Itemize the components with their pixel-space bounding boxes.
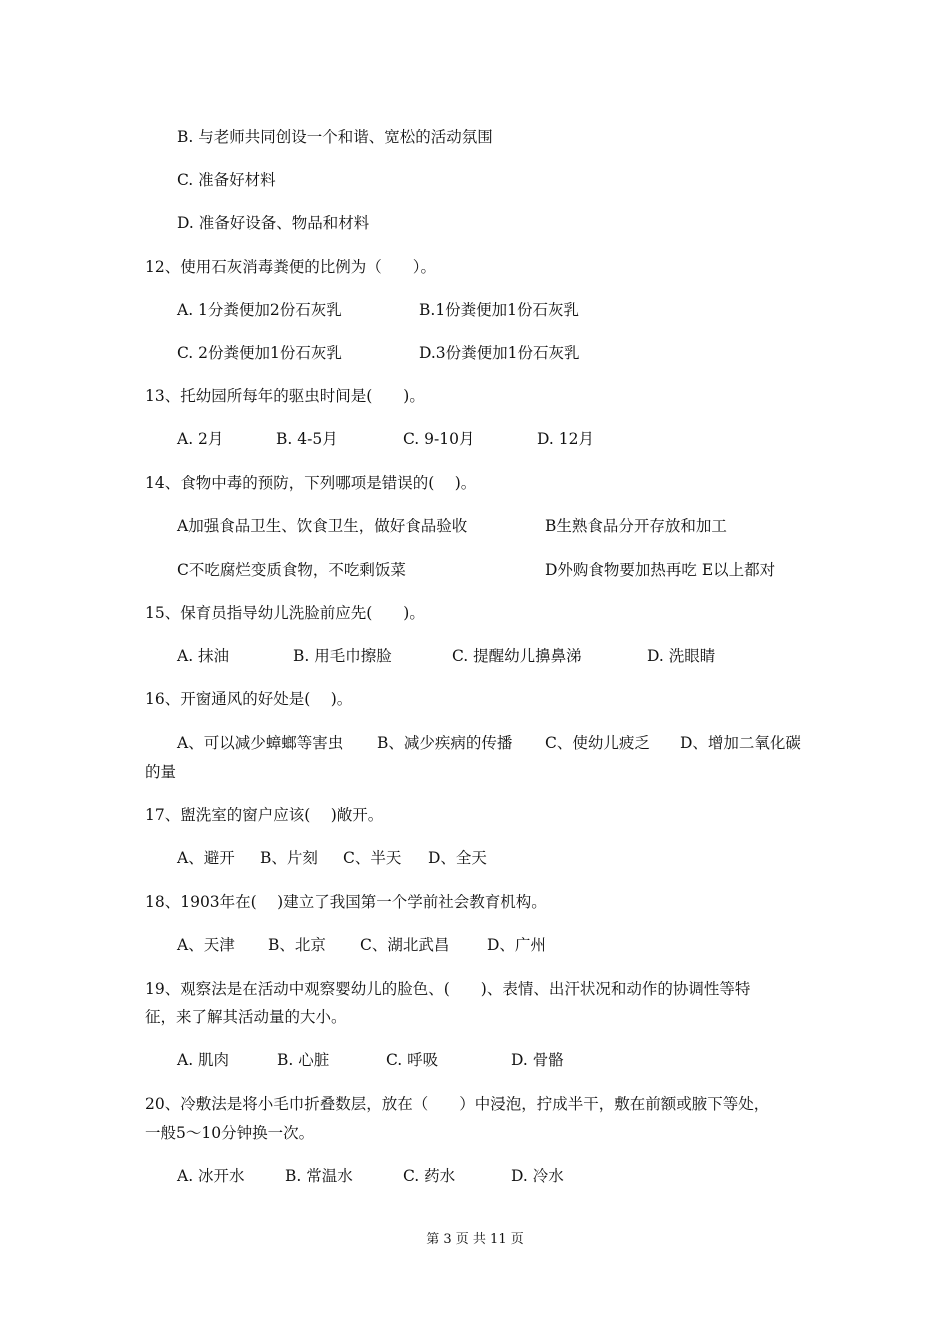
option-o12a-1: B.1份粪便加1份石灰乳 xyxy=(419,301,580,319)
option-o13-2: C. 9-10月 xyxy=(403,430,475,448)
option-o14a-1: B生熟食品分开存放和加工 xyxy=(545,517,727,535)
option-o20-2: C. 药水 xyxy=(403,1167,456,1185)
option-o13-0: A. 2月 xyxy=(177,430,224,448)
option-o14b-0: C不吃腐烂变质食物，不吃剩饭菜 xyxy=(177,561,406,579)
option-o19-1: B. 心脏 xyxy=(277,1051,330,1069)
option-o17-2: C、半天 xyxy=(343,849,402,867)
question-q13-0: 13、托幼园所每年的驱虫时间是( )。 xyxy=(145,387,425,405)
option-o16-0: A、可以减少蟑螂等害虫 xyxy=(177,734,344,752)
page-footer: 第 3 页 共 11 页 xyxy=(426,1232,524,1247)
option-o15-1: B. 用毛巾擦脸 xyxy=(293,647,392,665)
option-o20-0: A. 冰开水 xyxy=(177,1167,245,1185)
option-o19-0: A. 肌肉 xyxy=(177,1051,230,1069)
option-o13-3: D. 12月 xyxy=(537,430,594,448)
option-o15-0: A. 抹油 xyxy=(177,647,230,665)
question-q17-0: 17、盥洗室的窗户应该( )敞开。 xyxy=(145,806,384,824)
option-c11-0: C. 准备好材料 xyxy=(177,171,276,189)
option-o19-2: C. 呼吸 xyxy=(386,1051,439,1069)
continuation-q20c-0: 一般5～10分钟换一次。 xyxy=(145,1124,315,1142)
option-o18-2: C、湖北武昌 xyxy=(360,936,450,954)
question-q20-0: 20、冷敷法是将小毛巾折叠数层，放在（ ）中浸泡，拧成半干，敷在前额或腋下等处， xyxy=(145,1095,770,1113)
option-o15-3: D. 洗眼睛 xyxy=(647,647,716,665)
option-o12b-1: D.3份粪便加1份石灰乳 xyxy=(419,344,580,362)
option-d11-0: D. 准备好设备、物品和材料 xyxy=(177,214,370,232)
continuation-q19c-0: 征，来了解其活动量的大小。 xyxy=(145,1008,347,1026)
option-o18-0: A、天津 xyxy=(177,936,235,954)
option-o17-1: B、片刻 xyxy=(260,849,318,867)
question-q12-0: 12、使用石灰消毒粪便的比例为（ ）。 xyxy=(145,258,436,276)
option-o20-3: D. 冷水 xyxy=(511,1167,564,1185)
option-o13-1: B. 4-5月 xyxy=(276,430,338,448)
option-o12b-0: C. 2份粪便加1份石灰乳 xyxy=(177,344,342,362)
option-o14a-0: A加强食品卫生、饮食卫生，做好食品验收 xyxy=(177,517,468,535)
option-o20-1: B. 常温水 xyxy=(285,1167,353,1185)
question-q16-0: 16、开窗通风的好处是( )。 xyxy=(145,690,353,708)
option-o14b-1: D外购食物要加热再吃 E以上都对 xyxy=(545,561,776,579)
question-q14-0: 14、食物中毒的预防，下列哪项是错误的( )。 xyxy=(145,474,477,492)
option-o18-1: B、北京 xyxy=(268,936,326,954)
question-q15-0: 15、保育员指导幼儿洗脸前应先( )。 xyxy=(145,604,425,622)
option-o16-2: C、使幼儿疲乏 xyxy=(545,734,650,752)
question-q18-0: 18、1903年在( )建立了我国第一个学前社会教育机构。 xyxy=(145,893,547,911)
option-o16-1: B、减少疾病的传播 xyxy=(377,734,513,752)
option-o18-3: D、广州 xyxy=(487,936,546,954)
option-o17-3: D、全天 xyxy=(428,849,487,867)
option-o16-3: D、增加二氧化碳 xyxy=(680,734,801,752)
option-o15-2: C. 提醒幼儿擤鼻涕 xyxy=(452,647,582,665)
option-o12a-0: A. 1分粪便加2份石灰乳 xyxy=(177,301,342,319)
question-q19-0: 19、观察法是在活动中观察婴幼儿的脸色、( )、表情、出汗状况和动作的协调性等特 xyxy=(145,980,751,998)
option-o17-0: A、避开 xyxy=(177,849,235,867)
continuation-o16c-0: 的量 xyxy=(145,763,177,781)
option-o19-3: D. 骨骼 xyxy=(511,1051,564,1069)
option-b11-0: B. 与老师共同创设一个和谐、宽松的活动氛围 xyxy=(177,128,493,146)
